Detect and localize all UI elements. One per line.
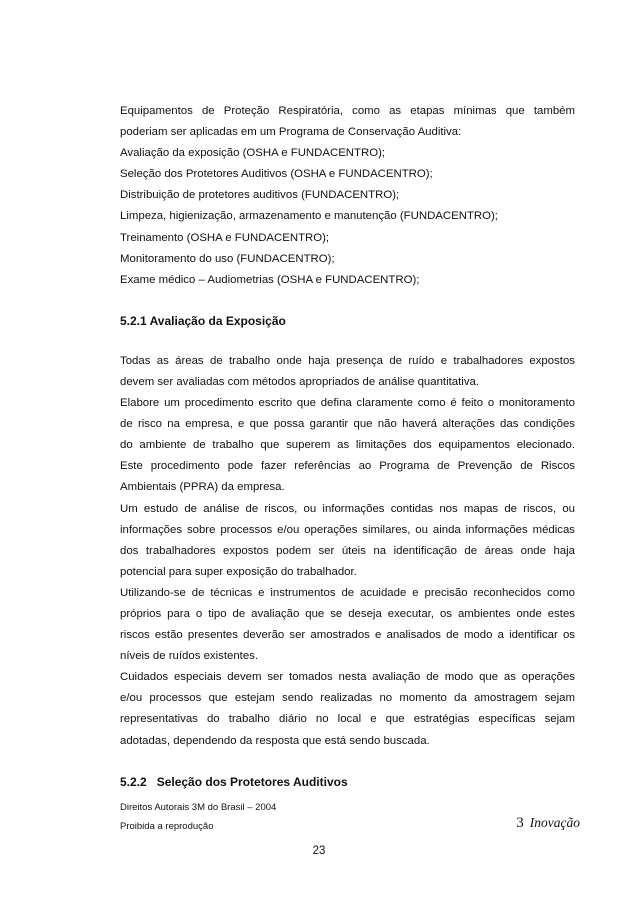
list-item: Monitoramento do uso (FUNDACENTRO); (120, 252, 335, 265)
paragraph-line: Elabore um procedimento escrito que defina claramente como é feito o monitoramento (120, 397, 575, 410)
page-number: 23 (312, 845, 326, 857)
footer-copyright: Direitos Autorais 3M do Brasil – 2004 (120, 802, 277, 813)
paragraph-line: potencial para super exposição do trabalhador. (120, 565, 357, 578)
paragraph-line: Ambientais (PPRA) da empresa. (120, 481, 285, 494)
paragraph-line: dos trabalhadores expostos podem ser úteis na identificação de áreas onde haja (120, 544, 575, 557)
paragraph-line: informações sobre processos e/ou operações similares, ou ainda informações médicas (120, 523, 575, 536)
paragraph-line: e/ou processos que estejam sendo realizadas no momento da amostragem sejam (120, 692, 575, 705)
paragraph-line: de risco na empresa, e que possa garantir que não haverá alterações das condições (120, 418, 575, 431)
paragraph-line: níveis de ruídos existentes. (120, 650, 259, 663)
paragraph-line: devem ser avaliadas com métodos apropriados de análise quantitativa. (120, 375, 480, 388)
list-item: Avaliação da exposição (OSHA e FUNDACENTRO); (120, 147, 386, 160)
list-item: Distribuição de protetores auditivos (FUNDACENTRO); (120, 189, 400, 202)
brand-word: Inovação (529, 815, 580, 830)
section-heading-5-2-1: 5.2.1 Avaliação da Exposição (120, 313, 286, 328)
paragraph-line: Cuidados especiais devem ser tomados nesta avaliação de modo que as operações (120, 671, 575, 684)
paragraph-line: riscos estão presentes deverão ser amostrados e analisados de modo a identificar os (120, 629, 575, 642)
footer-brand (516, 815, 580, 832)
footer-reproduction: Proibida a reprodução (120, 821, 214, 832)
paragraph-line: Utilizando-se de técnicas e instrumentos de acuidade e precisão reconhecidos como (120, 586, 575, 599)
paragraph-line: representativas do trabalho diário no local e que estratégias específicas sejam (120, 713, 575, 726)
paragraph-line: do ambiente de trabalho que superem as limitações dos equipamentos elecionado. (120, 439, 575, 452)
intro-line: Equipamentos de Proteção Respiratória, como as etapas mínimas que também (120, 105, 575, 117)
list-item: Treinamento (OSHA e FUNDACENTRO); (120, 231, 330, 244)
list-item: Seleção dos Protetores Auditivos (OSHA e FUNDACENTRO); (120, 168, 433, 181)
paragraph-line: adotadas, dependendo da resposta que está sendo buscada. (120, 734, 430, 747)
paragraph-line: Todas as áreas de trabalho onde haja presença de ruído e trabalhadores expostos (120, 354, 575, 367)
brand-number: 3 (516, 815, 524, 831)
page-body (120, 101, 575, 793)
list-item: Exame médico – Audiometrias (OSHA e FUNDACENTRO); (120, 273, 420, 286)
paragraph-line: Este procedimento pode fazer referências ao Programa de Prevenção de Riscos (120, 460, 575, 473)
list-item: Limpeza, higienização, armazenamento e manutenção (FUNDACENTRO); (120, 210, 498, 223)
paragraph-line: Um estudo de análise de riscos, ou informações contidas nos mapas de riscos, ou (120, 502, 575, 515)
intro-line: poderiam ser aplicadas em um Programa de Conservação Auditiva: (120, 126, 462, 139)
paragraph-line: próprios para o tipo de avaliação que se deseja executar, os ambientes onde estes (120, 607, 575, 620)
section-heading-5-2-2: 5.2.2 Seleção dos Protetores Auditivos (120, 774, 348, 789)
